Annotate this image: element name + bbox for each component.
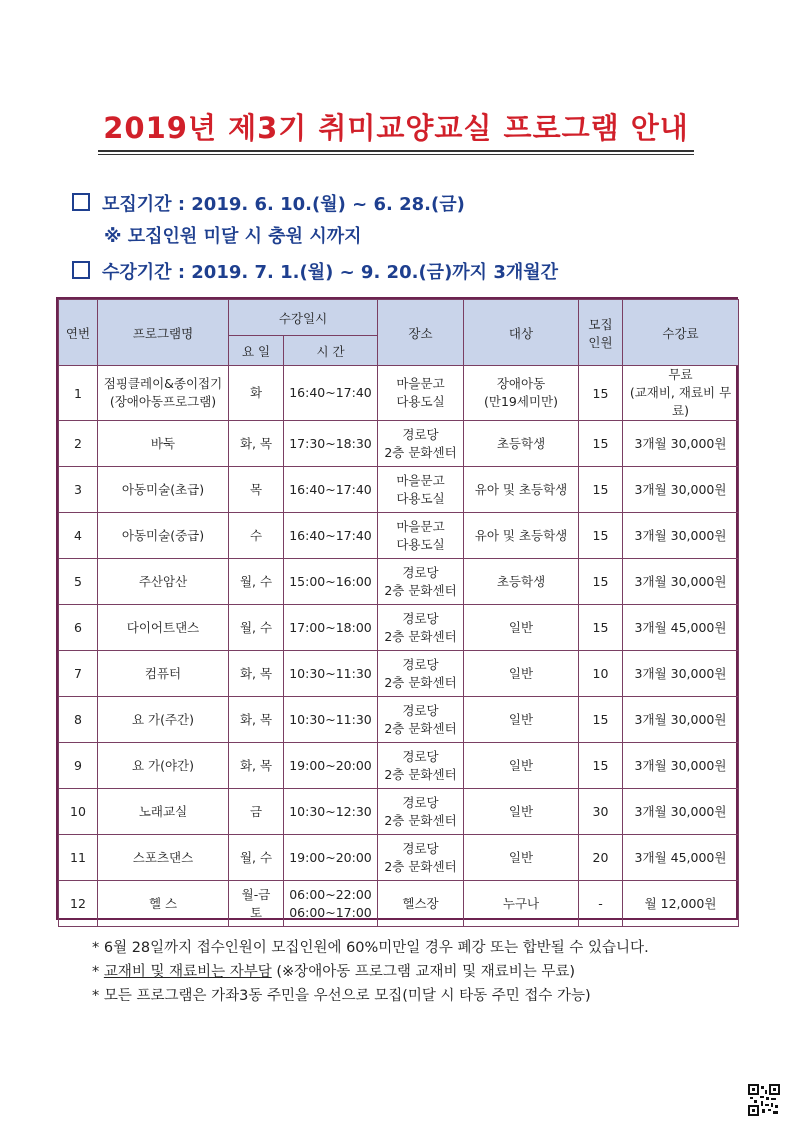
cell-time: 10:30~12:30	[284, 789, 378, 835]
header-time: 시 간	[284, 336, 378, 366]
cell-program: 노래교실	[98, 789, 229, 835]
cell-no: 3	[59, 467, 98, 513]
cell-target: 유아 및 초등학생	[464, 467, 579, 513]
cell-no: 5	[59, 559, 98, 605]
schedule-table-frame	[56, 297, 738, 920]
header-place: 장소	[378, 300, 464, 366]
table-row	[59, 421, 739, 467]
table-row	[59, 467, 739, 513]
cell-capacity: 15	[579, 559, 623, 605]
cell-no: 1	[59, 366, 98, 421]
cell-day: 화, 목	[229, 421, 284, 467]
cell-time: 16:40~17:40	[284, 366, 378, 421]
cell-no: 12	[59, 881, 98, 927]
cell-capacity: 15	[579, 513, 623, 559]
cell-fee: 3개월 30,000원	[623, 697, 739, 743]
note-1: * 6월 28일까지 접수인원이 모집인원에 60%미만일 경우 폐강 또는 합반될 수 있습니다.	[92, 940, 649, 956]
cell-capacity: 15	[579, 366, 623, 421]
schedule-table	[58, 299, 739, 927]
cell-no: 10	[59, 789, 98, 835]
header-program: 프로그램명	[98, 300, 229, 366]
header-schedule: 수강일시	[229, 300, 378, 336]
cell-day: 화, 목	[229, 697, 284, 743]
cell-no: 11	[59, 835, 98, 881]
cell-place: 경로당 2층 문화센터	[378, 789, 464, 835]
checkbox-square-icon	[72, 261, 90, 279]
cell-place: 경로당 2층 문화센터	[378, 559, 464, 605]
cell-program: 요 가(주간)	[98, 697, 229, 743]
header-target: 대상	[464, 300, 579, 366]
header-no: 연번	[59, 300, 98, 366]
table-row	[59, 743, 739, 789]
cell-program: 주산암산	[98, 559, 229, 605]
table-row	[59, 651, 739, 697]
cell-capacity: 10	[579, 651, 623, 697]
note-2-prefix: *	[92, 964, 104, 980]
cell-fee: 3개월 30,000원	[623, 513, 739, 559]
cell-fee: 3개월 30,000원	[623, 789, 739, 835]
cell-capacity: 15	[579, 743, 623, 789]
note-2-rest: (※장애아동 프로그램 교재비 및 재료비는 무료)	[271, 964, 576, 980]
cell-target: 일반	[464, 743, 579, 789]
cell-fee: 3개월 30,000원	[623, 467, 739, 513]
cell-fee: 3개월 30,000원	[623, 421, 739, 467]
cell-no: 7	[59, 651, 98, 697]
cell-program: 요 가(야간)	[98, 743, 229, 789]
cell-fee: 3개월 30,000원	[623, 651, 739, 697]
title-underline	[98, 150, 694, 152]
cell-place: 마을문고 다용도실	[378, 366, 464, 421]
table-row	[59, 881, 739, 927]
cell-fee: 무료 (교재비, 재료비 무료)	[623, 366, 739, 421]
cell-capacity: 15	[579, 605, 623, 651]
cell-place: 경로당 2층 문화센터	[378, 697, 464, 743]
cell-day: 화, 목	[229, 651, 284, 697]
table-row	[59, 513, 739, 559]
recruit-period	[72, 190, 465, 216]
cell-day: 화	[229, 366, 284, 421]
cell-capacity: -	[579, 881, 623, 927]
table-row	[59, 835, 739, 881]
cell-time: 19:00~20:00	[284, 743, 378, 789]
cell-target: 일반	[464, 605, 579, 651]
cell-program: 컴퓨터	[98, 651, 229, 697]
header-day: 요 일	[229, 336, 284, 366]
cell-time: 16:40~17:40	[284, 467, 378, 513]
cell-day: 수	[229, 513, 284, 559]
cell-program: 아동미술(초급)	[98, 467, 229, 513]
note-2	[92, 960, 649, 984]
qr-code-icon	[748, 1084, 780, 1116]
table-row	[59, 605, 739, 651]
cell-program: 아동미술(중급)	[98, 513, 229, 559]
cell-time: 15:00~16:00	[284, 559, 378, 605]
title-underline-thin	[98, 154, 694, 155]
cell-target: 장애아동 (만19세미만)	[464, 366, 579, 421]
cell-time: 06:00~22:00 06:00~17:00	[284, 881, 378, 927]
cell-target: 초등학생	[464, 559, 579, 605]
title-block	[98, 108, 694, 158]
cell-capacity: 30	[579, 789, 623, 835]
cell-place: 헬스장	[378, 881, 464, 927]
cell-fee: 3개월 45,000원	[623, 605, 739, 651]
cell-time: 10:30~11:30	[284, 697, 378, 743]
cell-time: 16:40~17:40	[284, 513, 378, 559]
cell-day: 월, 수	[229, 835, 284, 881]
cell-capacity: 20	[579, 835, 623, 881]
cell-time: 10:30~11:30	[284, 651, 378, 697]
cell-fee: 3개월 45,000원	[623, 835, 739, 881]
cell-no: 9	[59, 743, 98, 789]
cell-capacity: 15	[579, 467, 623, 513]
cell-fee: 월 12,000원	[623, 881, 739, 927]
cell-place: 경로당 2층 문화센터	[378, 835, 464, 881]
cell-no: 6	[59, 605, 98, 651]
cell-target: 누구나	[464, 881, 579, 927]
cell-day: 월, 수	[229, 605, 284, 651]
table-row	[59, 559, 739, 605]
recruit-note: ※ 모집인원 미달 시 충원 시까지	[104, 226, 362, 247]
course-period-text: 수강기간 : 2019. 7. 1.(월) ~ 9. 20.(금)까지 3개월간	[102, 262, 559, 283]
cell-program: 스포츠댄스	[98, 835, 229, 881]
cell-fee: 3개월 30,000원	[623, 743, 739, 789]
cell-capacity: 15	[579, 697, 623, 743]
note-2-underlined: 교재비 및 재료비는 자부담	[103, 964, 272, 980]
cell-target: 초등학생	[464, 421, 579, 467]
cell-target: 일반	[464, 697, 579, 743]
cell-time: 17:00~18:00	[284, 605, 378, 651]
cell-program: 점핑클레이&종이접기 (장애아동프로그램)	[98, 366, 229, 421]
cell-target: 일반	[464, 835, 579, 881]
cell-place: 경로당 2층 문화센터	[378, 743, 464, 789]
header-fee: 수강료	[623, 300, 739, 366]
cell-time: 17:30~18:30	[284, 421, 378, 467]
cell-day: 월-금 토	[229, 881, 284, 927]
cell-target: 유아 및 초등학생	[464, 513, 579, 559]
cell-program: 다이어트댄스	[98, 605, 229, 651]
notes	[92, 936, 649, 1008]
cell-day: 화, 목	[229, 743, 284, 789]
cell-program: 헬 스	[98, 881, 229, 927]
cell-place: 경로당 2층 문화센터	[378, 651, 464, 697]
page-title: 2019년 제3기 취미교양교실 프로그램 안내	[103, 111, 689, 145]
cell-program: 바둑	[98, 421, 229, 467]
cell-place: 마을문고 다용도실	[378, 467, 464, 513]
cell-target: 일반	[464, 789, 579, 835]
cell-no: 4	[59, 513, 98, 559]
cell-fee: 3개월 30,000원	[623, 559, 739, 605]
cell-place: 경로당 2층 문화센터	[378, 605, 464, 651]
cell-place: 마을문고 다용도실	[378, 513, 464, 559]
table-row	[59, 697, 739, 743]
cell-target: 일반	[464, 651, 579, 697]
cell-day: 금	[229, 789, 284, 835]
recruit-period-text: 모집기간 : 2019. 6. 10.(월) ~ 6. 28.(금)	[102, 194, 465, 215]
cell-time: 19:00~20:00	[284, 835, 378, 881]
cell-day: 월, 수	[229, 559, 284, 605]
cell-capacity: 15	[579, 421, 623, 467]
cell-no: 8	[59, 697, 98, 743]
course-period	[72, 258, 558, 284]
cell-no: 2	[59, 421, 98, 467]
cell-day: 목	[229, 467, 284, 513]
schedule-rows	[59, 366, 739, 927]
cell-place: 경로당 2층 문화센터	[378, 421, 464, 467]
checkbox-square-icon	[72, 193, 90, 211]
header-capacity: 모집 인원	[579, 300, 623, 366]
note-3: * 모든 프로그램은 가좌3동 주민을 우선으로 모집(미달 시 타동 주민 접수 가능)	[92, 988, 591, 1004]
table-row	[59, 789, 739, 835]
table-row	[59, 366, 739, 421]
